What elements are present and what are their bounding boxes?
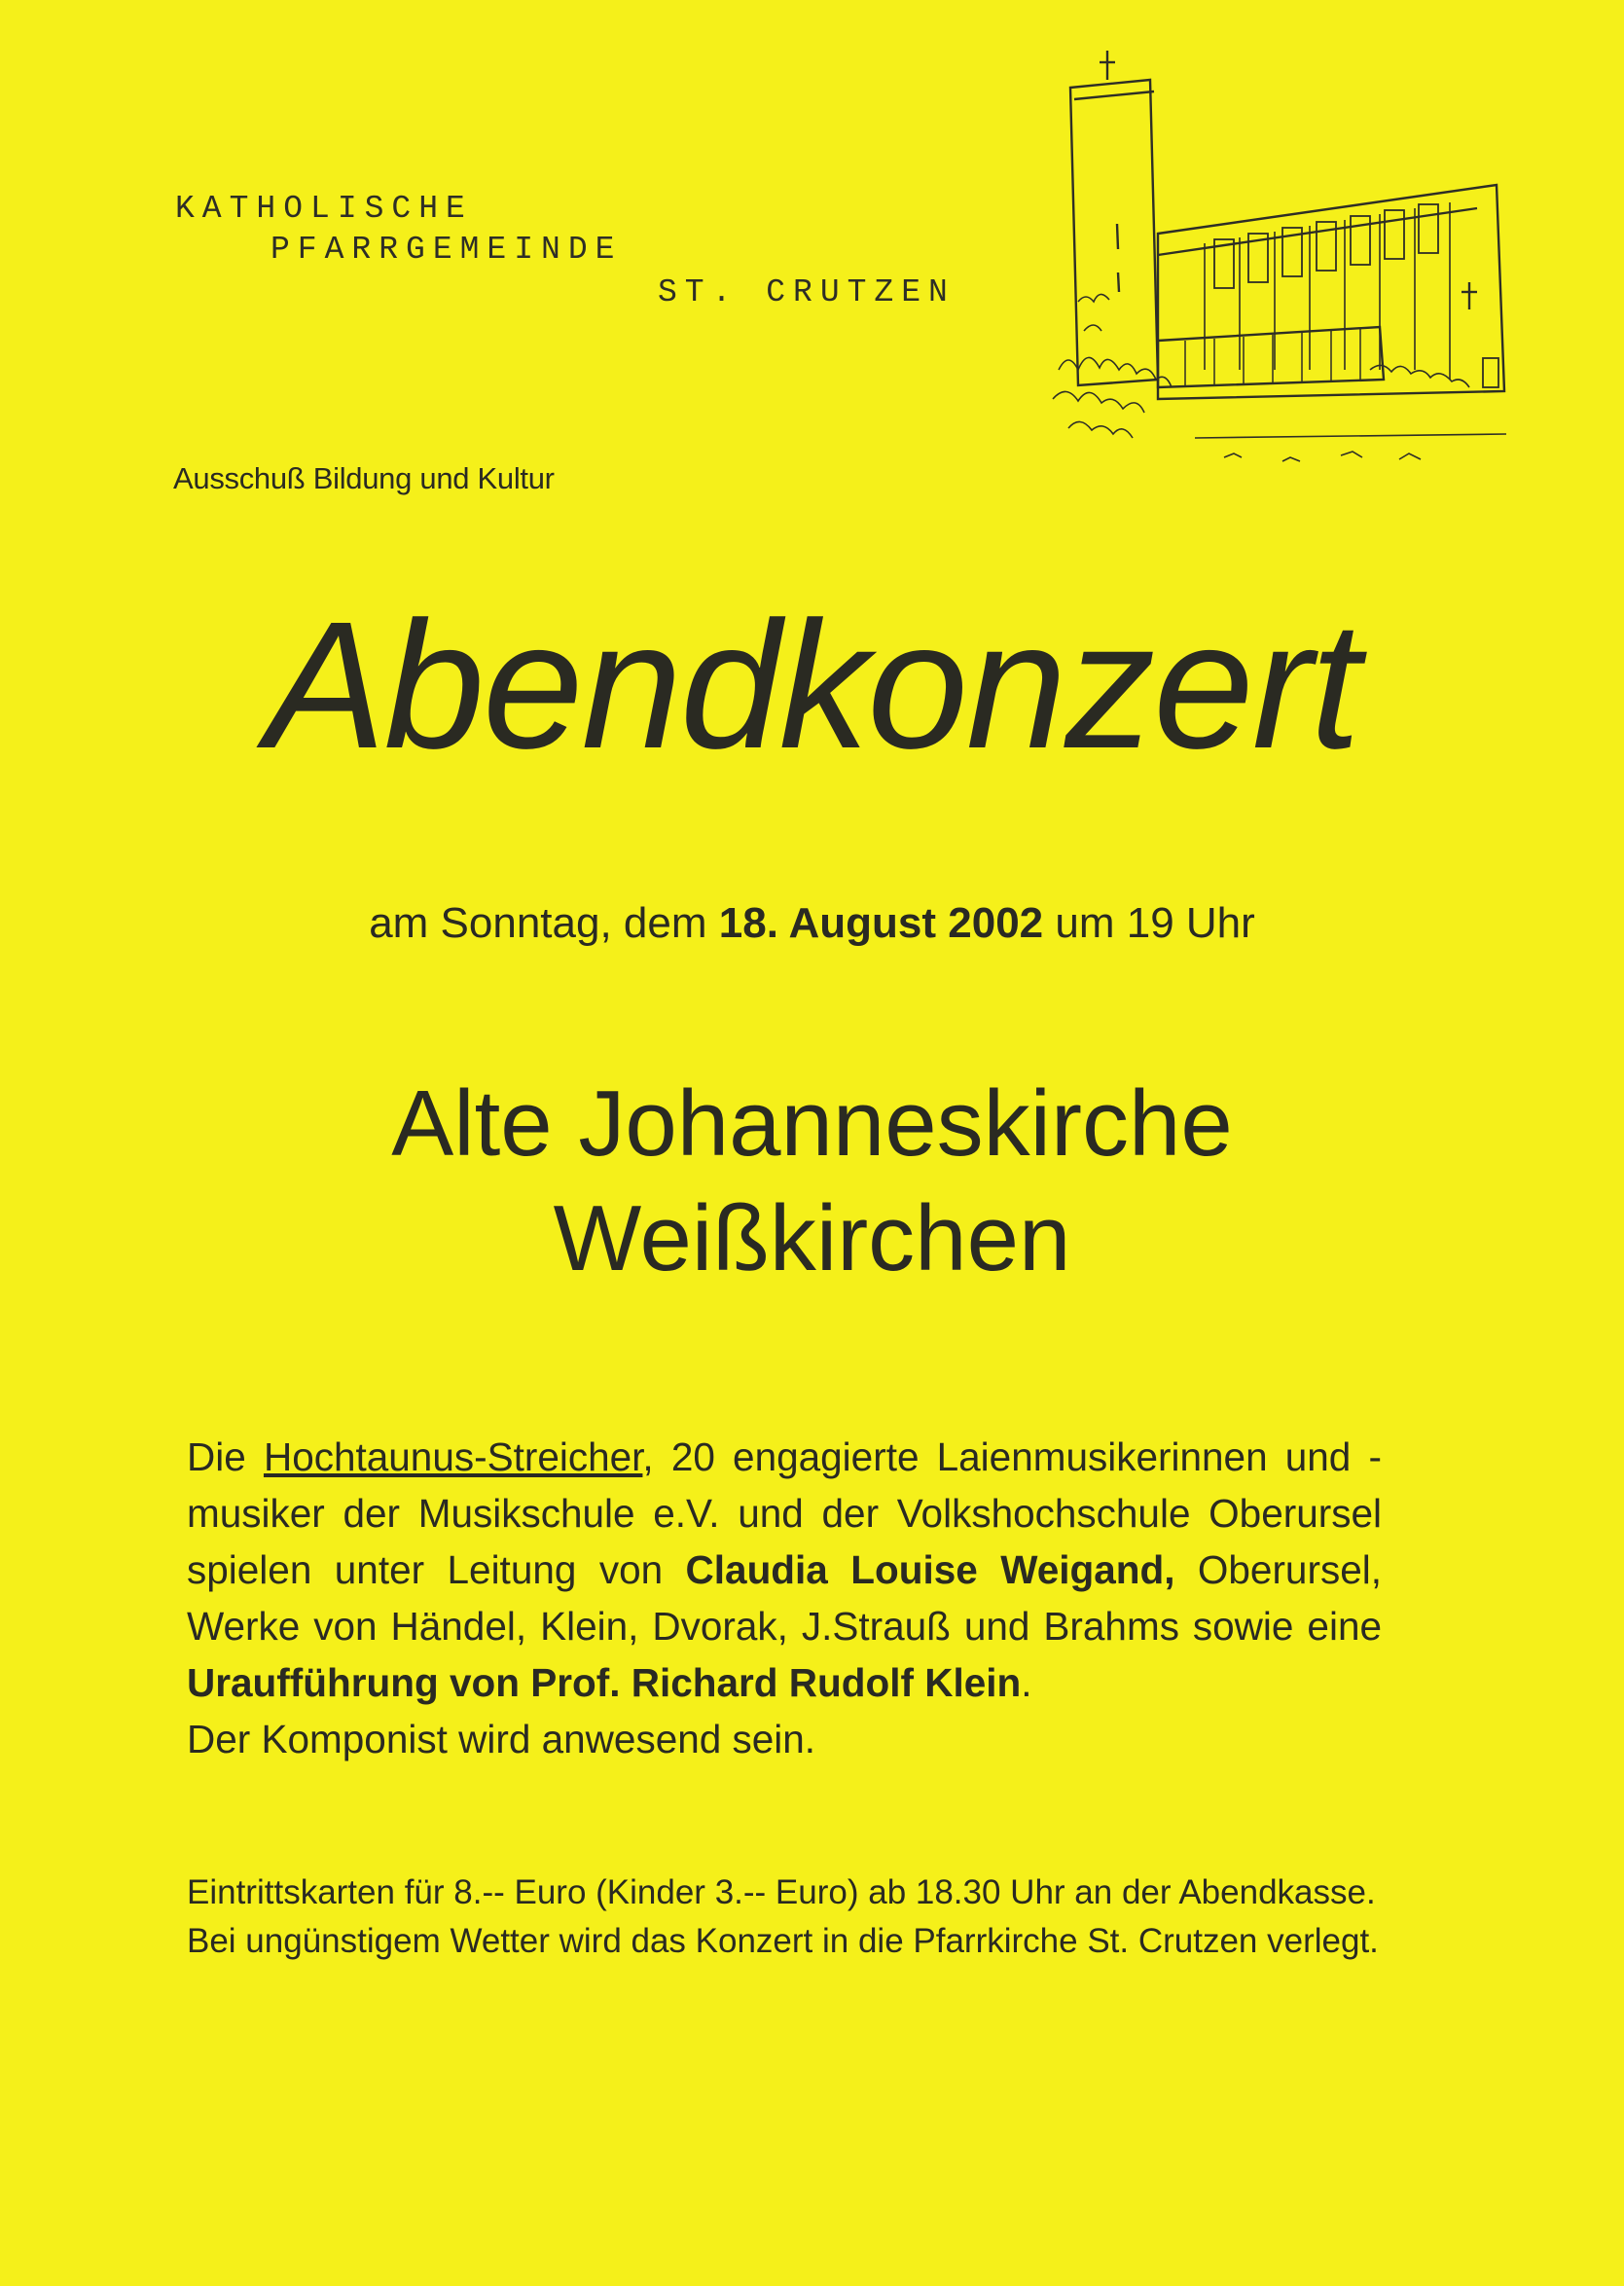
premiere-note: Uraufführung von Prof. Richard Rudolf Klein	[187, 1660, 1022, 1705]
description-text-2: , 20 engagierte Laienmusikerinnen und -musiker der Musikschule e.V. und der Volkshochschule Oberursel spielen unter Leitung von	[187, 1434, 1382, 1592]
parish-name-line-1: KATHOLISCHE	[175, 191, 473, 227]
description-text-1: Die	[187, 1434, 264, 1479]
venue-line-2: Weißkirchen	[553, 1186, 1071, 1290]
concert-date	[0, 899, 1624, 948]
venue	[0, 1067, 1624, 1296]
conductor-name: Claudia Louise Weigand,	[685, 1547, 1175, 1592]
parish-name-line-2: PFARRGEMEINDE	[271, 232, 623, 268]
ticket-info: Eintrittskarten für 8.-- Euro (Kinder 3.-- Euro) ab 18.30 Uhr an der Abendkasse. Bei ungünstigem Wetter wird das Konzert in die Pfarrkirche St. Crutzen verlegt.	[187, 1873, 1379, 1960]
date-prefix: am Sonntag, dem	[369, 899, 719, 947]
committee-name: Ausschuß Bildung und Kultur	[173, 461, 555, 495]
description-text-3: Oberursel, Werke von Händel, Klein, Dvorak, J.Strauß und Brahms sowie eine	[187, 1547, 1382, 1649]
ensemble-name: Hochtaunus-Streicher	[263, 1434, 643, 1479]
venue-line-1: Alte Johanneskirche	[391, 1071, 1233, 1176]
church-drawing	[1049, 49, 1516, 506]
date-suffix: um 19 Uhr	[1043, 899, 1255, 947]
description-text-4: .	[1021, 1660, 1032, 1705]
parish-name-line-3: ST. CRUTZEN	[658, 274, 956, 310]
concert-title: Abendkonzert	[265, 585, 1359, 786]
concert-description	[187, 1429, 1382, 1767]
composer-note: Der Komponist wird anwesend sein.	[187, 1717, 816, 1761]
date-highlight: 18. August 2002	[718, 899, 1044, 947]
